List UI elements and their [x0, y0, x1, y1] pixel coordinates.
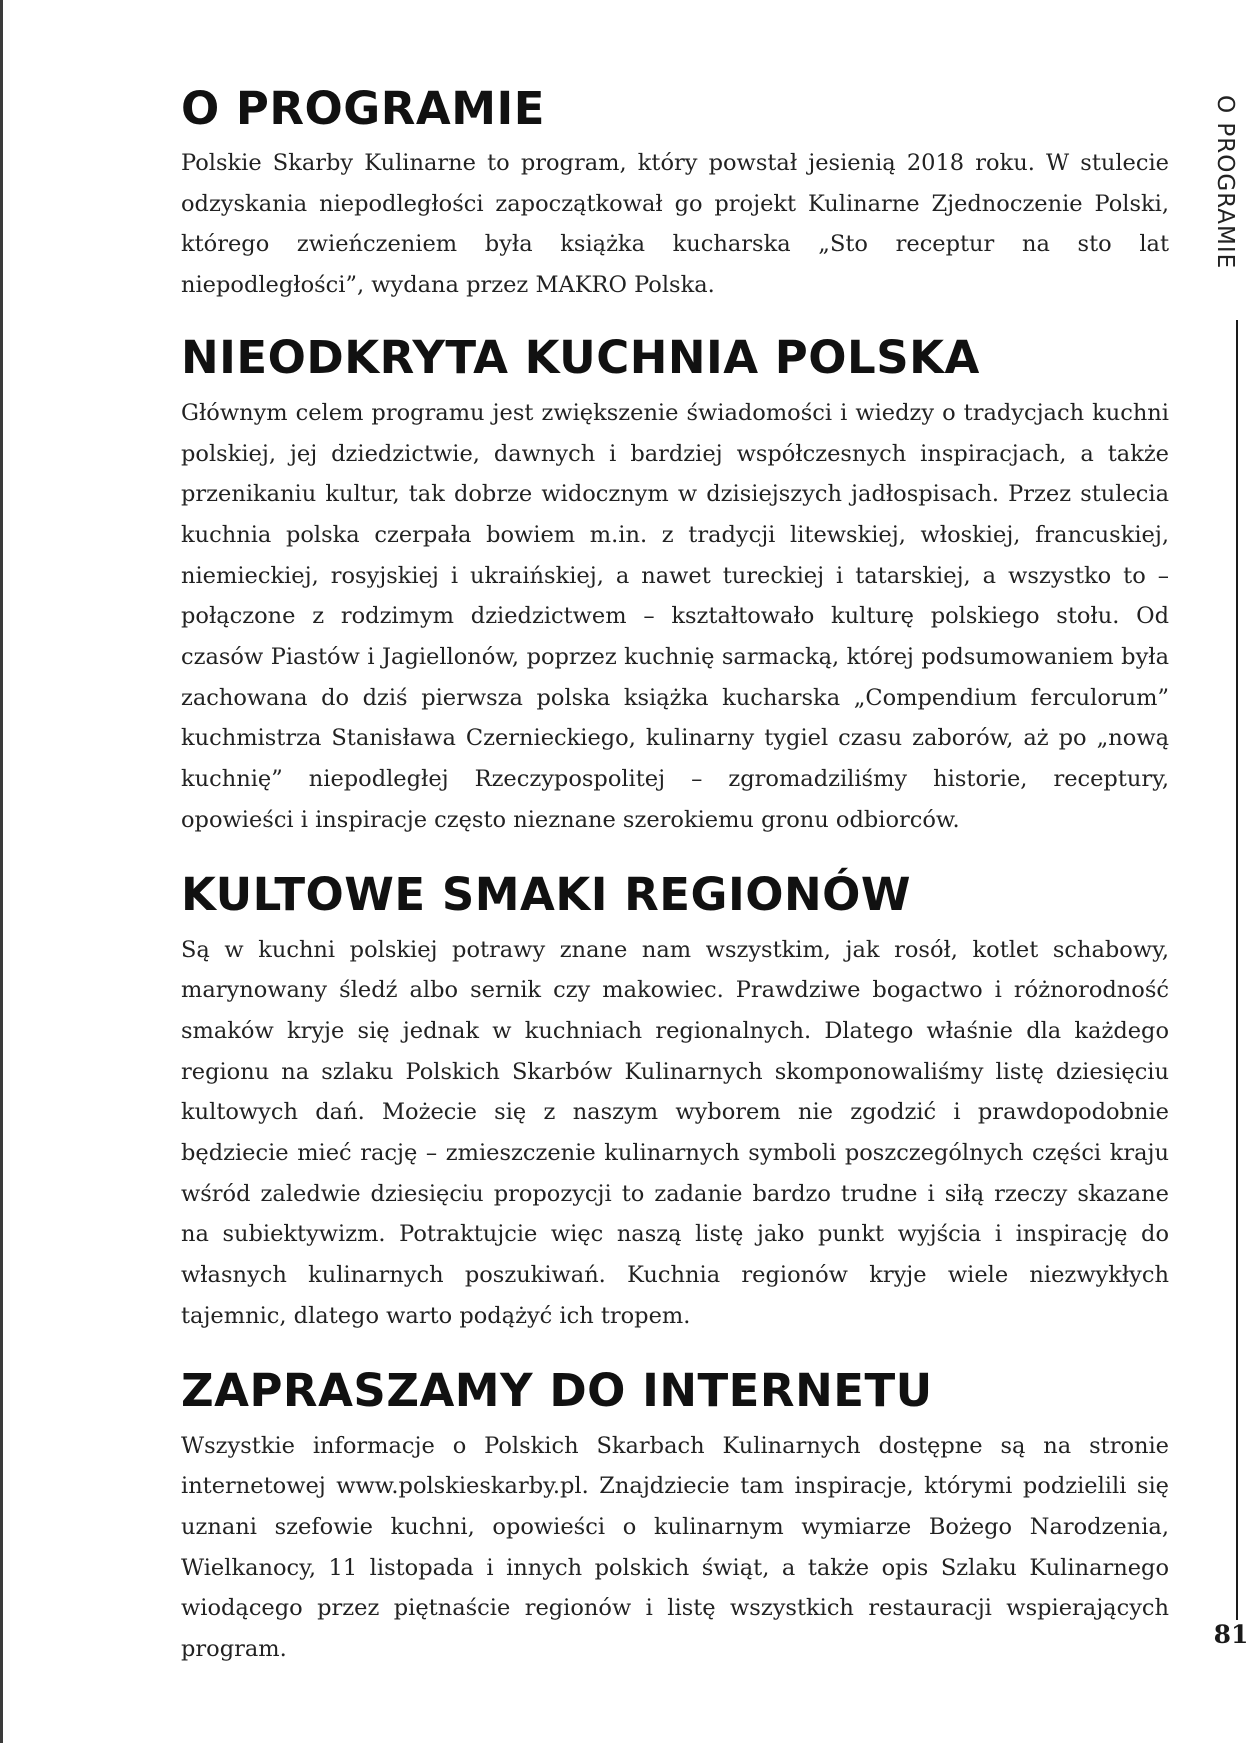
chapter-side-label-text: O PROGRAMIE: [1212, 95, 1238, 270]
section-paragraph-o-programie: Polskie Skarby Kulinarne to program, który powstał jesienią 2018 roku. W stulecie odzyskania niepodległości zapoczątkował go projekt Kulinarne Zjednoczenie Polski, którego zwieńczeniem była książka kucharska „Sto receptur na sto lat niepodległości”, wydana przez MAKRO Polska.: [181, 150, 1169, 299]
page-number: 81: [1213, 1620, 1249, 1649]
section-heading-zapraszamy: ZAPRASZAMY DO INTERNETU: [181, 1363, 933, 1417]
page-edge-rule: [0, 0, 3, 1743]
chapter-side-label: [1210, 95, 1250, 305]
section-heading-o-programie: O PROGRAMIE: [181, 82, 545, 135]
section-paragraph-kultowe-smaki: Są w kuchni polskiej potrawy znane nam wszystkim, jak rosół, kotlet schabowy, marynowany śledź albo sernik czy makowiec. Prawdziwe bogactwo i różnorodność smaków kryje się jednak w kuchniach regionalnych. Dlatego właśnie dla każdego regionu na szlaku Polskich Skarbów Kulinarnych skomponowaliśmy listę dziesięciu kultowych dań. Możecie się z naszym wyborem nie zgodzić i prawdopodobnie będziecie mieć rację – zmieszczenie kulinarnych symboli poszczególnych części kraju wśród zaledwie dziesięciu propozycji to zadanie bardzo trudne i siłą rzeczy skazane na subiektywizm. Potraktujcie więc naszą listę jako punkt wyjścia i inspirację do własnych kulinarnych poszukiwań. Kuchnia regionów kryje wiele niezwykłych tajemnic, dlatego warto podążyć ich tropem.: [181, 936, 1169, 1329]
section-paragraph-zapraszamy: Wszystkie informacje o Polskich Skarbach Kulinarnych dostępne są na stronie internetowej www.polskieskarby.pl. Znajdziecie tam inspiracje, którymi podzielili się uznani szefowie kuchni, opowieści o kulinarnym wymiarze Bożego Narodzenia, Wielkanocy, 11 listopada i innych polskich świąt, a także opis Szlaku Kulinarnego wiodącego przez piętnaście regionów i listę wszystkich restauracji wspierających program.: [181, 1432, 1169, 1663]
page-content: [181, 72, 1169, 1670]
section-heading-nieodkryta-kuchnia: NIEODKRYTA KUCHNIA POLSKA: [181, 330, 980, 384]
chapter-side-line: [1236, 320, 1238, 1620]
section-heading-kultowe-smaki: KULTOWE SMAKI REGIONÓW: [181, 867, 912, 921]
section-paragraph-nieodkryta-kuchnia: Głównym celem programu jest zwiększenie świadomości i wiedzy o tradycjach kuchni polskiej, jej dziedzictwie, dawnych i bardziej współczesnych inspiracjach, a także przenikaniu kultur, tak dobrze widocznym w dzisiejszych jadłospisach. Przez stulecia kuchnia polska czerpała bowiem m.in. z tradycji litewskiej, włoskiej, francuskiej, niemieckiej, rosyjskiej i ukraińskiej, a nawet tureckiej i tatarskiej, a wszystko to – połączone z rodzimym dziedzictwem – kształtowało kulturę polskiego stołu. Od czasów Piastów i Jagiellonów, poprzez kuchnię sarmacką, której podsumowaniem była zachowana do dziś pierwsza polska książka kucharska „Compendium ferculorum” kuchmistrza Stanisława Czernieckiego, kulinarny tygiel czasu zaborów, aż po „nową kuchnię” niepodległej Rzeczypospolitej – zgromadziliśmy historie, receptury, opowieści i inspiracje często nieznane szerokiemu gronu odbiorców.: [181, 399, 1169, 833]
